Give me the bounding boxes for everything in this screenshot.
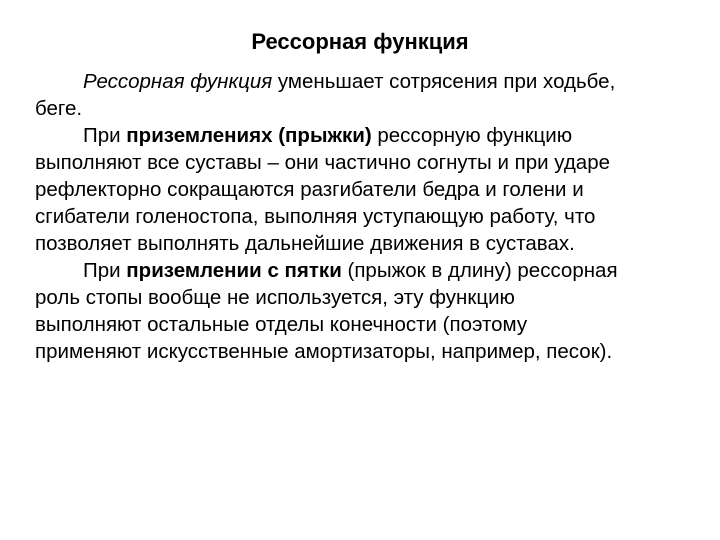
text-run: (прыжок в длину) рессорная <box>341 259 618 282</box>
text-run: уменьшает сотрясения при ходьбе, <box>272 70 616 93</box>
slide-body <box>35 68 715 365</box>
text-run: При <box>83 124 127 147</box>
text-line: выполняют все суставы – они частично согнуты и при ударе <box>35 151 610 174</box>
text-line: беге. <box>35 97 83 120</box>
paragraph-intro <box>35 68 715 122</box>
text-line: позволяет выполнять дальнейшие движения в суставах. <box>35 232 575 255</box>
text-line <box>35 122 715 149</box>
slide-title: Рессорная функция <box>251 29 469 54</box>
text-line: сгибатели голеностопа, выполняя уступающую работу, что <box>35 205 596 228</box>
italic-term: Рессорная функция <box>83 70 273 93</box>
text-line <box>35 257 715 284</box>
bold-term: приземлениях (прыжки) <box>126 124 372 147</box>
text-line: выполняют остальные отделы конечности (поэтому <box>35 313 528 336</box>
text-line: применяют искусственные амортизаторы, например, песок). <box>35 340 613 363</box>
paragraph-heel-landing <box>35 257 715 365</box>
text-run: рессорную функцию <box>371 124 573 147</box>
text-line: роль стопы вообще не используется, эту функцию <box>35 286 515 309</box>
bold-term: приземлении с пятки <box>126 259 342 282</box>
paragraph-jumps <box>35 122 715 257</box>
text-line <box>35 68 715 95</box>
text-run: При <box>83 259 127 282</box>
text-line: рефлекторно сокращаются разгибатели бедра и голени и <box>35 178 584 201</box>
